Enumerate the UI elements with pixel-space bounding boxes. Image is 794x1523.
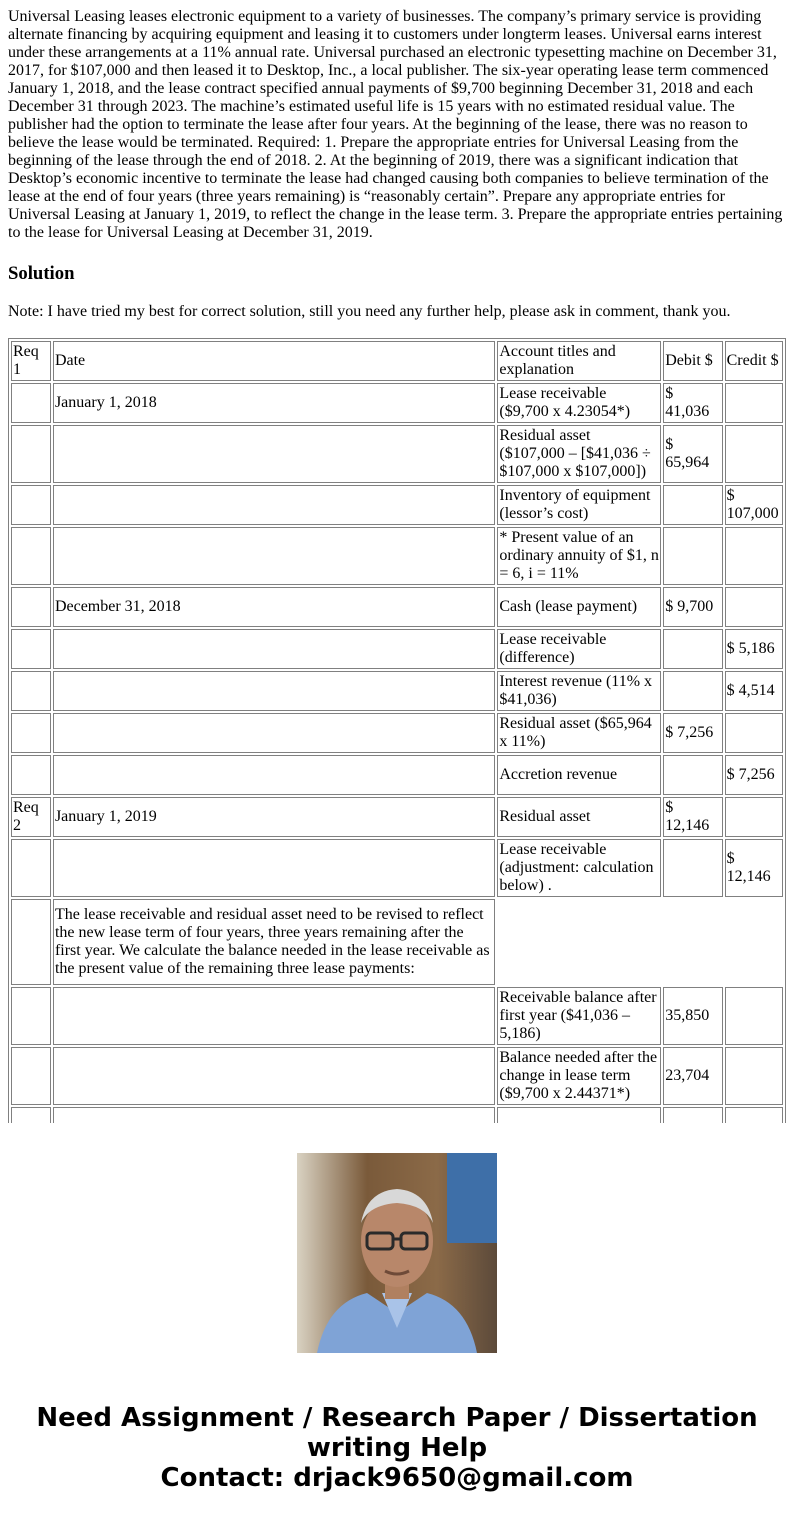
note-text: Note: I have tried my best for correct solution, still you need any further help, please ask in comment, thank you. [8, 303, 731, 320]
header-date: Date [53, 341, 495, 381]
content-area [8, 8, 786, 1123]
contact-email: Contact: drjack9650@gmail.com [160, 1463, 634, 1493]
table-header-row [11, 341, 783, 381]
cell-debit [663, 629, 722, 669]
cell-debit: $ 7,256 [663, 713, 722, 753]
cell-account: Inventory of equipment (lessor’s cost) [497, 485, 661, 525]
cell-debit: 23,704 [663, 1047, 722, 1105]
cell-account: Cash (lease payment) [497, 587, 661, 627]
cell-debit [663, 755, 722, 795]
question-text: Universal Leasing leases electronic equipment to a variety of businesses. The company’s primary service is providing alternate financing by acquiring equipment and leasing it to customers under longterm leases. Universal earns interest under these arrangements at a 11% annual rate. Universal purchased an electronic typesetting machine on December 31, 2017, for $107,000 and then leased it to Desktop, Inc., a local publisher. The six-year operating lease term commenced January 1, 2018, and the lease contract specified annual payments of $9,700 beginning December 31, 2018 and each December 31 through 2023. The machine’s estimated useful life is 15 years with no estimated residual value. The publisher had the option to terminate the lease after four years. At the beginning of the lease, there was no reason to believe the lease would be terminated. Required: 1. Prepare the appropriate entries for Universal Leasing from the beginning of the lease through the end of 2018. 2. At the beginning of 2019, there was a significant indication that Desktop’s economic incentive to terminate the lease had changed causing both companies to believe termination of the lease at the end of four years (three years remaining) is “reasonably certain”. Prepare any appropriate entries for Universal Leasing at January 1, 2019, to reflect the change in the lease term. 3. Prepare the appropriate entries pertaining to the lease for Universal Leasing at December 31, 2019. [8, 8, 783, 241]
table-row [11, 987, 783, 1045]
cell-date [53, 671, 495, 711]
header-account: Account titles and explanation [497, 341, 661, 381]
table-row [11, 383, 783, 423]
cell-credit: $ 12,146 [725, 839, 783, 897]
cell-req [11, 629, 51, 669]
cell-credit: $ 107,000 [725, 485, 783, 525]
cell-debit [663, 527, 722, 585]
table-row [11, 1047, 783, 1105]
cell-req [11, 527, 51, 585]
empty-span [497, 899, 783, 985]
cell-account: Lease receivable (adjustment: calculation below) . [497, 839, 661, 897]
author-avatar [297, 1153, 497, 1353]
cell-credit: $ 7,256 [725, 755, 783, 795]
cell-req [11, 1047, 51, 1105]
cell-account: Accretion revenue [497, 755, 661, 795]
cell-credit: $ 4,514 [725, 671, 783, 711]
table-row [11, 629, 783, 669]
cell-credit [725, 383, 783, 423]
cell-req [11, 425, 51, 483]
header-credit: Credit $ [725, 341, 783, 381]
table-row [11, 587, 783, 627]
cell-debit: $ 41,036 [663, 383, 722, 423]
cell-date [53, 839, 495, 897]
cell-account: Interest revenue (11% x $41,036) [497, 671, 661, 711]
help-line-1: Need Assignment / Research Paper / Dissertation [36, 1403, 758, 1433]
cell-req [11, 485, 51, 525]
cell-credit [725, 713, 783, 753]
header-debit: Debit $ [663, 341, 722, 381]
table-row [11, 713, 783, 753]
table-row [11, 839, 783, 897]
help-text [0, 1403, 794, 1493]
cell-req [11, 713, 51, 753]
cell-debit [663, 485, 722, 525]
cell-debit: 35,850 [663, 987, 722, 1045]
cell-credit [725, 1047, 783, 1105]
cell-req: Req 2 [11, 797, 51, 837]
table-row [11, 425, 783, 483]
cell-debit: $ 65,964 [663, 425, 722, 483]
cell-account: Balance needed after the change in lease term ($9,700 x 2.44371*) [497, 1047, 661, 1105]
table-row [11, 527, 783, 585]
cell-credit: $ 5,186 [725, 629, 783, 669]
help-banner [0, 1123, 794, 1523]
cell-req [11, 587, 51, 627]
explanation-row [11, 899, 783, 985]
cell-date [53, 425, 495, 483]
explanation-text: The lease receivable and residual asset need to be revised to reflect the new lease term of four years, three years remaining after the first year. We calculate the balance needed in the lease receivable as the present value of the remaining three lease payments: [53, 899, 495, 985]
solution-heading: Solution [8, 263, 75, 284]
cell-account: * Present value of an ordinary annuity of $1, n = 6, i = 11% [497, 527, 661, 585]
cell-account: Residual asset [497, 797, 661, 837]
table-row [11, 671, 783, 711]
cell-credit [725, 425, 783, 483]
cell-debit [663, 671, 722, 711]
cell-credit [725, 797, 783, 837]
cell-debit: $ 9,700 [663, 587, 722, 627]
header-req: Req 1 [11, 341, 51, 381]
cell-date [53, 987, 495, 1045]
cell-date [53, 629, 495, 669]
cell-date [53, 527, 495, 585]
cell-date: December 31, 2018 [53, 587, 495, 627]
cell-date: January 1, 2018 [53, 383, 495, 423]
cell-req [11, 987, 51, 1045]
cell-date [53, 485, 495, 525]
cell-req [11, 383, 51, 423]
cell-date [53, 755, 495, 795]
solution-table [8, 338, 786, 1168]
cell-req [11, 839, 51, 897]
cell-account: Residual asset ($107,000 – [$41,036 ÷ $107,000 x $107,000]) [497, 425, 661, 483]
help-line-2: writing Help [306, 1433, 488, 1463]
cell-req [11, 671, 51, 711]
cell-credit [725, 587, 783, 627]
table-row [11, 485, 783, 525]
cell-account: Lease receivable (difference) [497, 629, 661, 669]
cell-req [11, 899, 51, 985]
cell-debit [663, 839, 722, 897]
cell-debit: $ 12,146 [663, 797, 722, 837]
table-row [11, 797, 783, 837]
cell-account: Residual asset ($65,964 x 11%) [497, 713, 661, 753]
cell-credit [725, 987, 783, 1045]
cell-account: Receivable balance after first year ($41,036 – 5,186) [497, 987, 661, 1045]
cell-req [11, 755, 51, 795]
cell-date: January 1, 2019 [53, 797, 495, 837]
table-row [11, 755, 783, 795]
cell-date [53, 1047, 495, 1105]
cell-date [53, 713, 495, 753]
cell-credit [725, 527, 783, 585]
author-photo-icon [297, 1153, 497, 1353]
cell-account: Lease receivable ($9,700 x 4.23054*) [497, 383, 661, 423]
